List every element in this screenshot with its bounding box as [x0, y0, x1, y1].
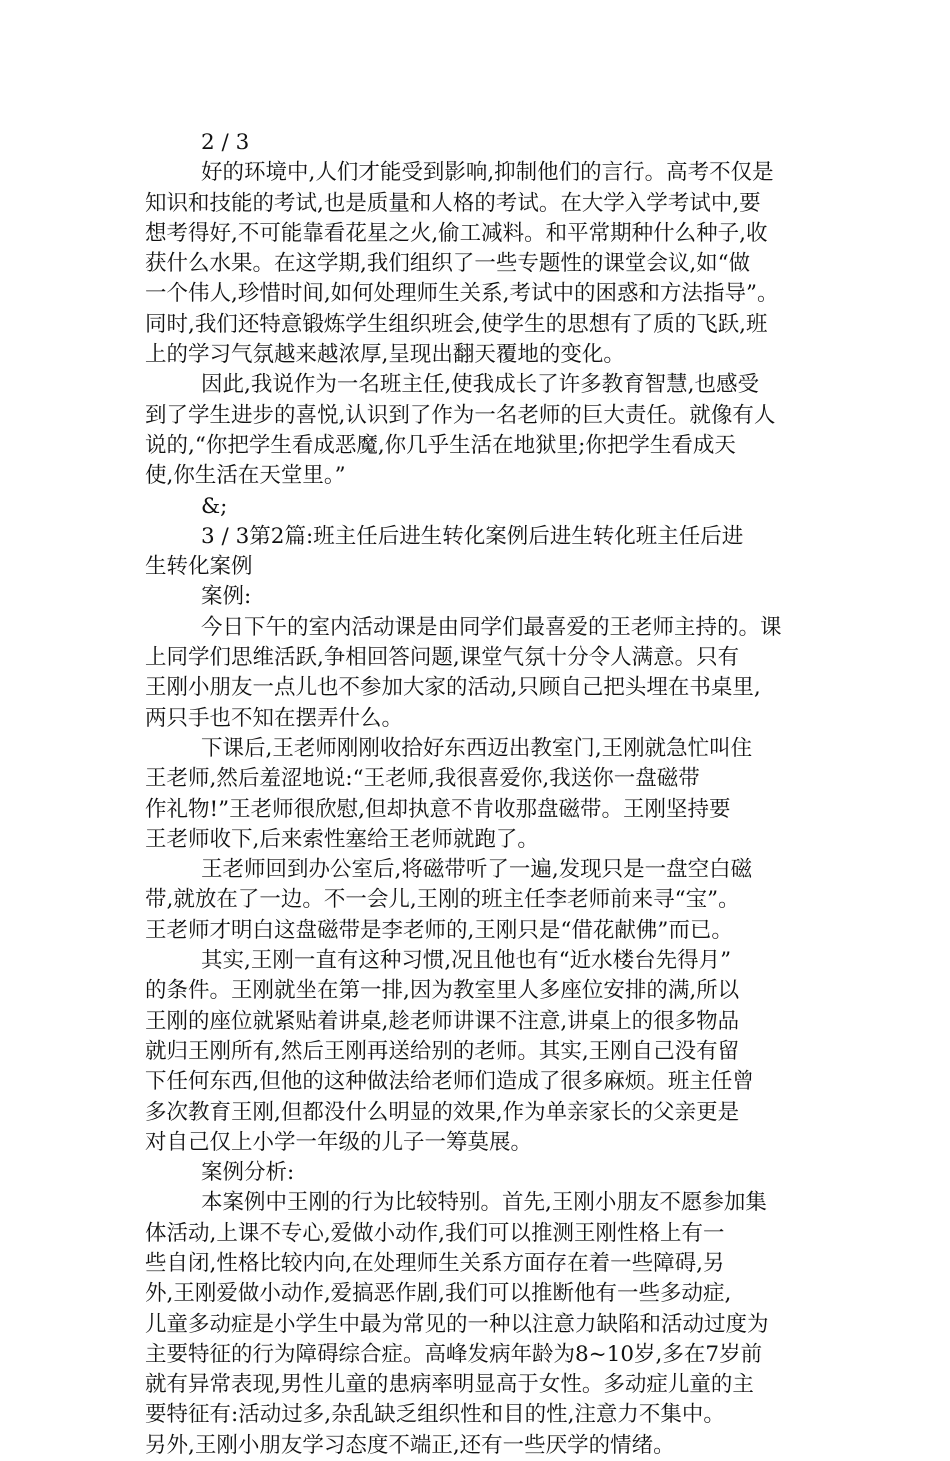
- text-line: 其实,王刚一直有这种习惯,况且他也有“近水楼台先得月”: [201, 948, 732, 974]
- text-line: 一个伟人,珍惜时间,如何处理师生关系,考试中的困惑和方法指导”。: [145, 281, 779, 307]
- text-line: 生转化案例: [145, 554, 253, 580]
- text-line: 王刚小朋友一点儿也不参加大家的活动,只顾自己把头埋在书桌里,: [145, 675, 761, 701]
- text-line: 王刚的座位就紧贴着讲桌,趁老师讲课不注意,讲桌上的很多物品: [145, 1008, 740, 1034]
- text-line: 两只手也不知在摆弄什么。: [145, 705, 404, 731]
- text-line: 下课后,王老师刚刚收拾好东西迈出教室门,王刚就急忙叫住: [201, 735, 753, 761]
- case-label: 案例:: [201, 584, 252, 610]
- text-line: 王老师,然后羞涩地说:“王老师,我很喜爱你,我送你一盘磁带: [145, 766, 700, 792]
- text-line: 3 / 3第2篇:班主任后进生转化案例后进生转化班主任后进: [201, 523, 744, 549]
- entity-line: &;: [201, 493, 228, 519]
- paragraph-5: [145, 855, 815, 946]
- text-line: 外,王刚爱做小动作,爱搞恶作剧,我们可以推断他有一些多动症,: [145, 1281, 732, 1307]
- text-line: 上同学们思维活跃,争相回答问题,课堂气氛十分令人满意。只有: [145, 645, 740, 671]
- paragraph-3: [145, 613, 815, 734]
- document-page: [145, 128, 815, 1461]
- text-line: 今日下午的室内活动课是由同学们最喜爱的王老师主持的。课: [201, 614, 782, 640]
- text-line: 使,你生活在天堂里。”: [145, 463, 346, 489]
- text-line: 上的学习气氛越来越浓厚,呈现出翻天覆地的变化。: [145, 342, 625, 368]
- paragraph-7: [145, 1188, 815, 1461]
- text-line: 就有异常表现,男性儿童的患病率明显高于女性。多动症儿童的主: [145, 1372, 754, 1398]
- text-line: 到了学生进步的喜悦,认识到了作为一名老师的巨大责任。就像有人: [145, 402, 776, 428]
- text-line: 就归王刚所有,然后王刚再送给别的老师。其实,王刚自己没有留: [145, 1038, 740, 1064]
- text-line: 多次教育王刚,但都没什么明显的效果,作为单亲家长的父亲更是: [145, 1099, 740, 1125]
- text-line: 带,就放在了一边。不一会儿,王刚的班主任李老师前来寻“宝”。: [145, 887, 740, 913]
- paragraph-2: [145, 370, 815, 491]
- text-line: 体活动,上课不专心,爱做小动作,我们可以推测王刚性格上有一: [145, 1220, 725, 1246]
- text-line: 儿童多动症是小学生中最为常见的一种以注意力缺陷和活动过度为: [145, 1311, 769, 1337]
- text-line: 主要特征的行为障碍综合症。高峰发病年龄为8~10岁,多在7岁前: [145, 1341, 763, 1367]
- text-line: 王老师收下,后来索性塞给王老师就跑了。: [145, 826, 539, 852]
- text-line: 些自闭,性格比较内向,在处理师生关系方面存在着一些障碍,另: [145, 1250, 725, 1276]
- text-line: 同时,我们还特意锻炼学生组织班会,使学生的思想有了质的飞跃,班: [145, 311, 768, 337]
- paragraph-6: [145, 946, 815, 1158]
- text-line: 对自己仅上小学一年级的儿子一筹莫展。: [145, 1129, 533, 1155]
- analysis-label: 案例分析:: [201, 1160, 295, 1186]
- page-marker: 2 / 3: [201, 130, 250, 155]
- text-line: 说的,“你把学生看成恶魔,你几乎生活在地狱里;你把学生看成天: [145, 432, 736, 458]
- text-line: 好的环境中,人们才能受到影响,抑制他们的言行。高考不仅是: [201, 160, 774, 186]
- text-line: 想考得好,不可能靠看花星之火,偷工减料。和平常期种什么种子,收: [145, 220, 768, 246]
- text-line: 王老师才明白这盘磁带是李老师的,王刚只是“借花献佛”而已。: [145, 917, 733, 943]
- text-line: 另外,王刚小朋友学习态度不端正,还有一些厌学的情绪。: [145, 1432, 675, 1458]
- text-line: 本案例中王刚的行为比较特别。首先,王刚小朋友不愿参加集: [201, 1190, 767, 1216]
- text-line: 王老师回到办公室后,将磁带听了一遍,发现只是一盘空白磁: [201, 857, 753, 883]
- text-line: 作礼物!”王老师很欣慰,但却执意不肯收那盘磁带。王刚坚持要: [145, 796, 731, 822]
- text-line: 下任何东西,但他的这种做法给老师们造成了很多麻烦。班主任曾: [145, 1069, 754, 1095]
- text-line: 的条件。王刚就坐在第一排,因为教室里人多座位安排的满,所以: [145, 978, 740, 1004]
- paragraph-1: [145, 158, 815, 370]
- text-line: 因此,我说作为一名班主任,使我成长了许多教育智慧,也感受: [201, 372, 760, 398]
- section-heading: [145, 522, 815, 583]
- text-line: 知识和技能的考试,也是质量和人格的考试。在大学入学考试中,要: [145, 190, 761, 216]
- text-line: 获什么水果。在这学期,我们组织了一些专题性的课堂会议,如“做: [145, 251, 751, 277]
- text-line: 要特征有:活动过多,杂乱缺乏组织性和目的性,注意力不集中。: [145, 1402, 725, 1428]
- paragraph-4: [145, 734, 815, 855]
